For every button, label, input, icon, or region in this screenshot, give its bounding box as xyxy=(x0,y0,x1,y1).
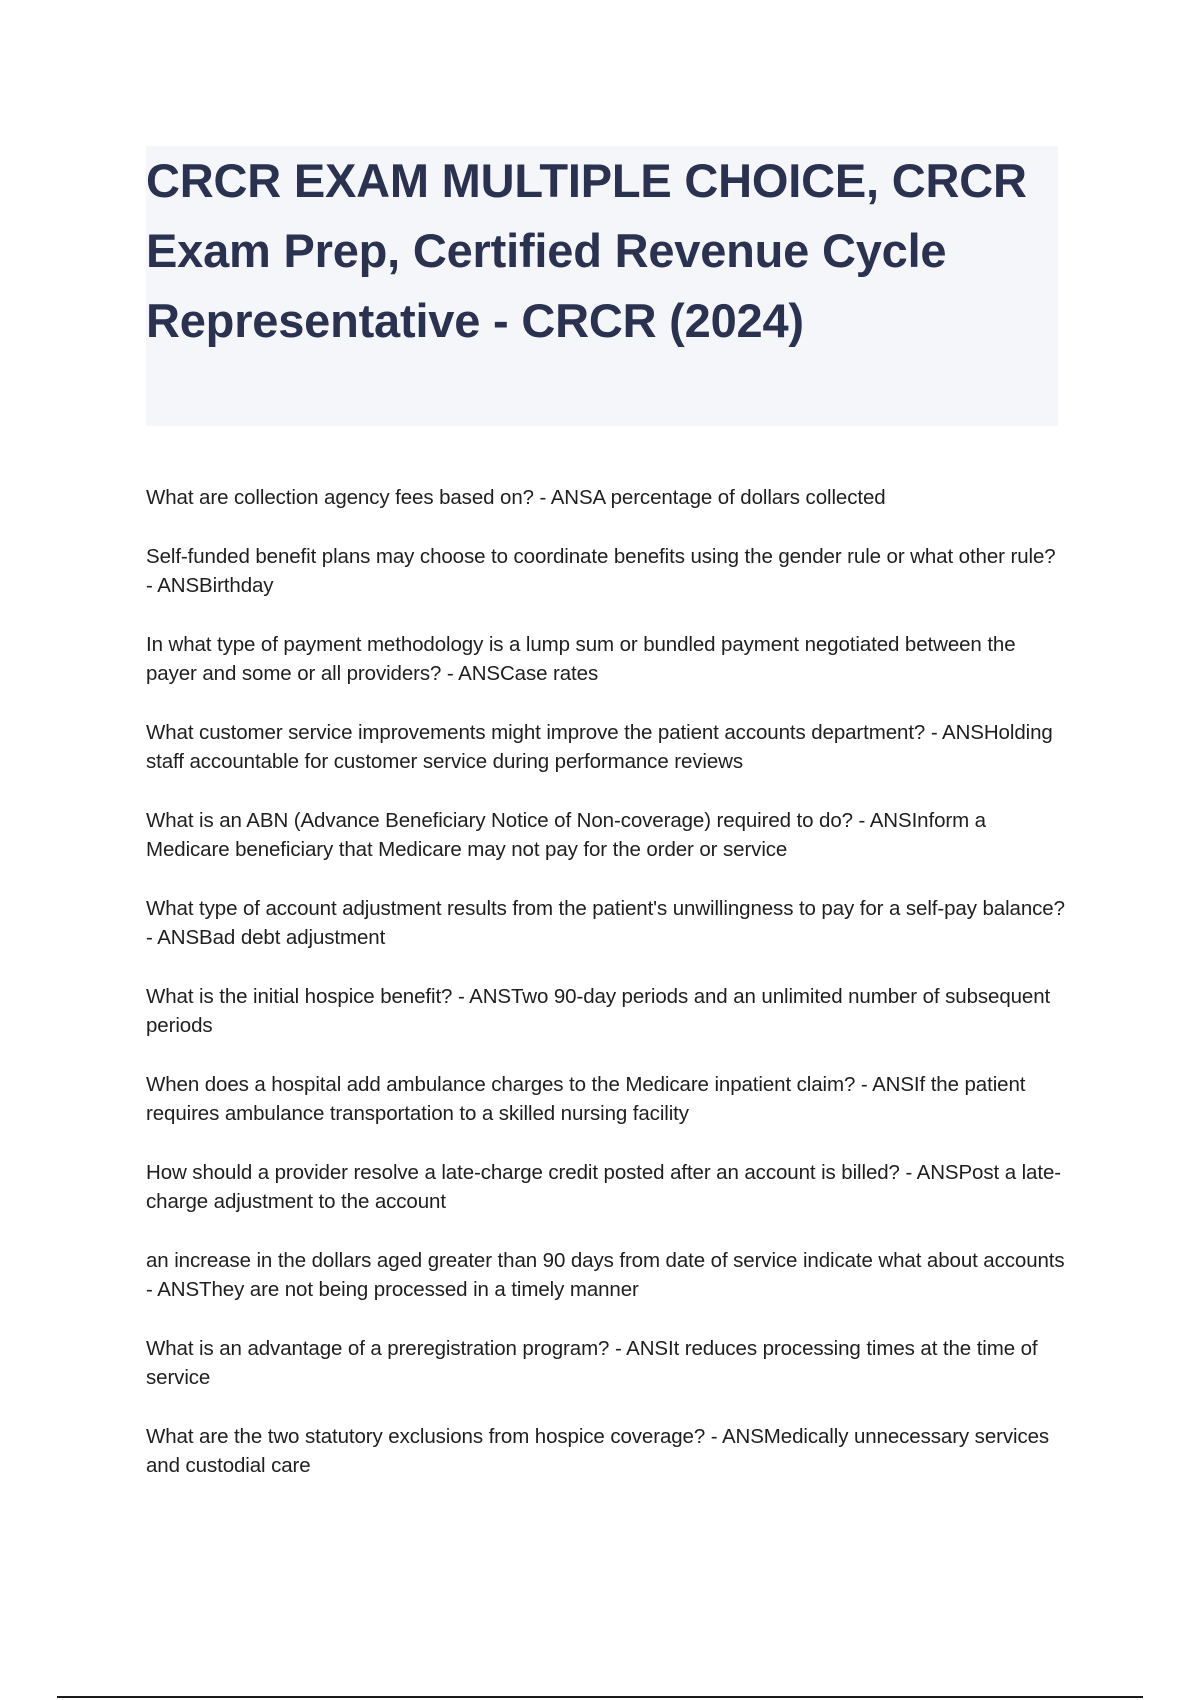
qa-item: What is an ABN (Advance Beneficiary Notice of Non-coverage) required to do? - ANSInform a Medicare beneficiary that Medicare may not pay for the order or service xyxy=(146,809,986,861)
qa-item: What type of account adjustment results from the patient's unwillingness to pay for a self-pay balance? - ANSBad debt adjustment xyxy=(146,897,1065,949)
qa-list xyxy=(146,483,1066,1510)
footer-divider xyxy=(57,1696,1143,1698)
qa-item: In what type of payment methodology is a lump sum or bundled payment negotiated between the payer and some or all providers? - ANSCase rates xyxy=(146,633,1016,685)
qa-item: What customer service improvements might improve the patient accounts department? - ANSHolding staff accountable for customer service during performance reviews xyxy=(146,721,1053,773)
qa-item: How should a provider resolve a late-charge credit posted after an account is billed? - ANSPost a late-charge adjustment to the account xyxy=(146,1161,1061,1213)
qa-item: When does a hospital add ambulance charges to the Medicare inpatient claim? - ANSIf the patient requires ambulance transportation to a skilled nursing facility xyxy=(146,1073,1026,1125)
qa-item: an increase in the dollars aged greater than 90 days from date of service indicate what about accounts - ANSThey are not being processed in a timely manner xyxy=(146,1249,1065,1301)
qa-item: What are the two statutory exclusions from hospice coverage? - ANSMedically unnecessary services and custodial care xyxy=(146,1425,1050,1477)
qa-item: What is the initial hospice benefit? - ANSTwo 90-day periods and an unlimited number of subsequent periods xyxy=(146,985,1051,1037)
title-block xyxy=(146,146,1058,426)
qa-item: What are collection agency fees based on? - ANSA percentage of dollars collected xyxy=(146,486,886,509)
document-title: CRCR EXAM MULTIPLE CHOICE, CRCR Exam Prep, Certified Revenue Cycle Representative - CRCR (2024) xyxy=(146,154,1027,347)
qa-item: What is an advantage of a preregistration program? - ANSIt reduces processing times at the time of service xyxy=(146,1337,1038,1389)
qa-item: Self-funded benefit plans may choose to coordinate benefits using the gender rule or what other rule? - ANSBirthday xyxy=(146,545,1056,597)
